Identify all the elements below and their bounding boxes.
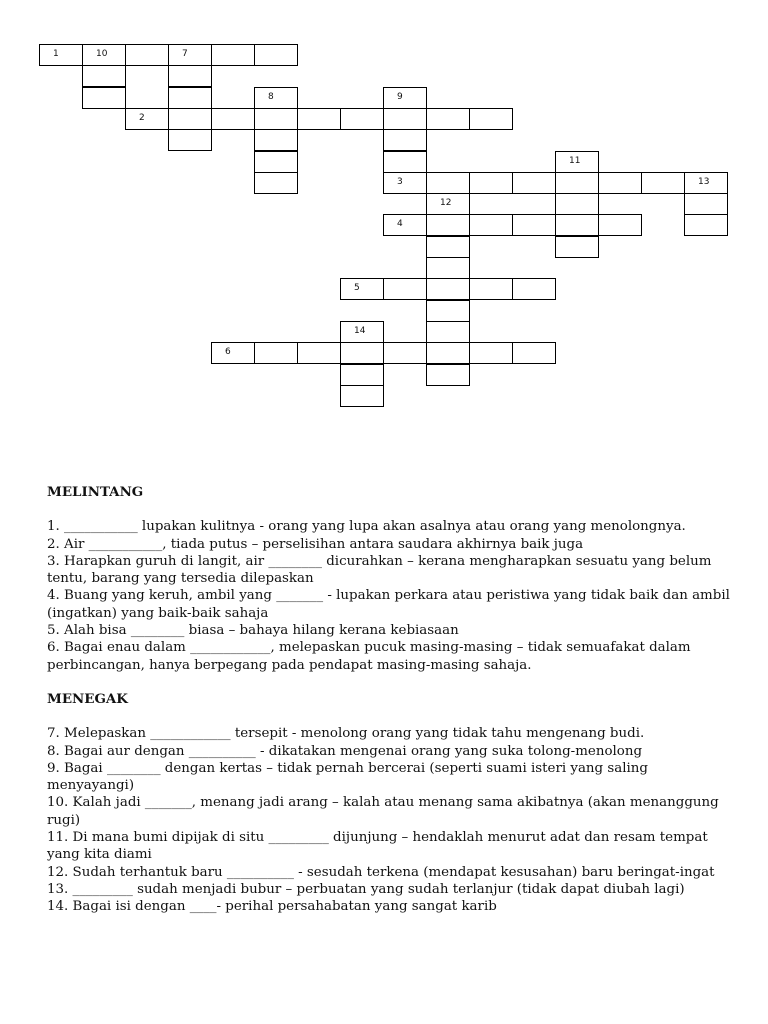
clues-section (47, 484, 737, 916)
crossword-cell[interactable] (254, 172, 298, 194)
crossword-cell[interactable] (426, 364, 470, 386)
crossword-grid (0, 0, 768, 460)
clue-across-2: 2. Air ___________, tiada putus – perselisihan antara saudara akhirnya baik juga (47, 536, 584, 552)
menegak-clue-list (47, 725, 737, 915)
crossword-cell[interactable] (82, 44, 126, 66)
crossword-cell[interactable] (383, 129, 427, 151)
clue-number: 11 (569, 156, 581, 166)
crossword-cell[interactable] (469, 108, 513, 130)
crossword-cell[interactable] (426, 108, 470, 130)
crossword-cell[interactable] (125, 108, 169, 130)
crossword-cell[interactable] (383, 278, 427, 300)
clue-number: 6 (225, 347, 231, 357)
crossword-cell[interactable] (39, 44, 83, 66)
crossword-cell[interactable] (340, 108, 384, 130)
crossword-cell[interactable] (598, 214, 642, 236)
crossword-cell[interactable] (254, 87, 298, 109)
crossword-cell[interactable] (469, 342, 513, 364)
clue-number: 14 (354, 326, 366, 336)
crossword-cell[interactable] (555, 236, 599, 258)
crossword-cell[interactable] (383, 87, 427, 109)
clue-number: 13 (698, 177, 710, 187)
crossword-cell[interactable] (168, 44, 212, 66)
clue-down-10: 10. Kalah jadi _______, menang jadi arang – kalah atau menang sama akibatnya (akan menanggung rugi) (47, 795, 719, 828)
crossword-cell[interactable] (555, 172, 599, 194)
clue-across-6: 6. Bagai enau dalam ____________, melepaskan pucuk masing-masing – tidak semuafakat dalam perbincangan, hanya berpegang pada pendapat masing-masing sahaja. (47, 640, 691, 673)
crossword-cell[interactable] (426, 172, 470, 194)
crossword-cell[interactable] (426, 193, 470, 215)
clue-number: 12 (440, 198, 452, 208)
crossword-cell[interactable] (469, 172, 513, 194)
crossword-cell[interactable] (340, 364, 384, 386)
clue-down-11: 11. Di mana bumi dipijak di situ _________ dijunjung – hendaklah menurut adat dan resam tempat yang kita diami (47, 830, 708, 863)
crossword-cell[interactable] (340, 342, 384, 364)
crossword-cell[interactable] (211, 108, 255, 130)
crossword-cell[interactable] (426, 321, 470, 343)
crossword-cell[interactable] (426, 236, 470, 258)
clue-down-14: 14. Bagai isi dengan ____- perihal persahabatan yang sangat karib (47, 899, 497, 915)
clue-down-12: 12. Sudah terhantuk baru __________ - sesudah terkena (mendapat kesusahan) baru beringat-ingat (47, 864, 715, 880)
crossword-cell[interactable] (168, 65, 212, 87)
clue-number: 2 (139, 113, 145, 123)
crossword-cell[interactable] (211, 342, 255, 364)
crossword-cell[interactable] (254, 44, 298, 66)
crossword-cell[interactable] (383, 342, 427, 364)
crossword-cell[interactable] (555, 214, 599, 236)
clue-down-9: 9. Bagai ________ dengan kertas – tidak pernah bercerai (seperti suami isteri yang saling menyayangi) (47, 760, 649, 794)
crossword-cell[interactable] (168, 108, 212, 130)
crossword-cell[interactable] (254, 108, 298, 130)
clue-across-1: 1. ___________ lupakan kulitnya - orang yang lupa akan asalnya atau orang yang menolongnya. (47, 519, 686, 535)
crossword-cell[interactable] (254, 151, 298, 173)
crossword-cell[interactable] (297, 108, 341, 130)
crossword-cell[interactable] (684, 214, 728, 236)
crossword-cell[interactable] (512, 278, 556, 300)
crossword-cell[interactable] (383, 172, 427, 194)
crossword-cell[interactable] (512, 342, 556, 364)
crossword-cell[interactable] (383, 151, 427, 173)
crossword-cell[interactable] (383, 108, 427, 130)
clue-number: 5 (354, 283, 360, 293)
clue-number: 3 (397, 177, 403, 187)
clue-across-4: 4. Buang yang keruh, ambil yang _______ - lupakan perkara atau peristiwa yang tidak baik dan ambil (ingatkan) yang baik-baik sahaja (47, 588, 730, 621)
clue-number: 10 (96, 49, 108, 59)
crossword-cell[interactable] (426, 300, 470, 322)
crossword-cell[interactable] (254, 129, 298, 151)
crossword-cell[interactable] (555, 193, 599, 215)
crossword-cell[interactable] (641, 172, 685, 194)
crossword-cell[interactable] (340, 385, 384, 407)
crossword-cell[interactable] (168, 87, 212, 109)
crossword-cell[interactable] (555, 151, 599, 173)
crossword-cell[interactable] (684, 193, 728, 215)
crossword-cell[interactable] (684, 172, 728, 194)
crossword-cell[interactable] (168, 129, 212, 151)
crossword-cell[interactable] (426, 214, 470, 236)
clue-number: 4 (397, 219, 403, 229)
crossword-cell[interactable] (469, 278, 513, 300)
melintang-heading: MELINTANG (47, 484, 144, 500)
clue-down-13: 13. _________ sudah menjadi bubur – perbuatan yang sudah terlanjur (tidak dapat diubah lagi) (47, 881, 685, 897)
crossword-cell[interactable] (340, 278, 384, 300)
crossword-cell[interactable] (82, 65, 126, 87)
crossword-cell[interactable] (426, 257, 470, 279)
crossword-cell[interactable] (426, 342, 470, 364)
crossword-cell[interactable] (383, 214, 427, 236)
crossword-cell[interactable] (125, 44, 169, 66)
clue-across-3: 3. Harapkan guruh di langit, air ________ dicurahkan – kerana mengharapkan sesuatu yang belum tentu, barang yang tersedia dilepaskan (47, 553, 712, 587)
crossword-cell[interactable] (254, 342, 298, 364)
crossword-cell[interactable] (297, 342, 341, 364)
crossword-cell[interactable] (512, 214, 556, 236)
clue-down-7: 7. Melepaskan ____________ tersepit - menolong orang yang tidak tahu mengenang budi. (47, 726, 645, 742)
crossword-cell[interactable] (469, 214, 513, 236)
crossword-cell[interactable] (340, 321, 384, 343)
clue-number: 9 (397, 92, 403, 102)
crossword-cell[interactable] (211, 44, 255, 66)
clue-down-8: 8. Bagai aur dengan __________ - dikatakan mengenai orang yang suka tolong-menolong (47, 743, 643, 759)
crossword-cell[interactable] (512, 172, 556, 194)
crossword-cell[interactable] (426, 278, 470, 300)
clue-number: 1 (53, 49, 59, 59)
clue-number: 7 (182, 49, 188, 59)
clue-across-5: 5. Alah bisa ________ biasa – bahaya hilang kerana kebiasaan (47, 623, 459, 639)
clue-number: 8 (268, 92, 274, 102)
menegak-heading: MENEGAK (47, 690, 128, 707)
crossword-cell[interactable] (598, 172, 642, 194)
crossword-cell[interactable] (82, 87, 126, 109)
melintang-clue-list (47, 518, 737, 674)
